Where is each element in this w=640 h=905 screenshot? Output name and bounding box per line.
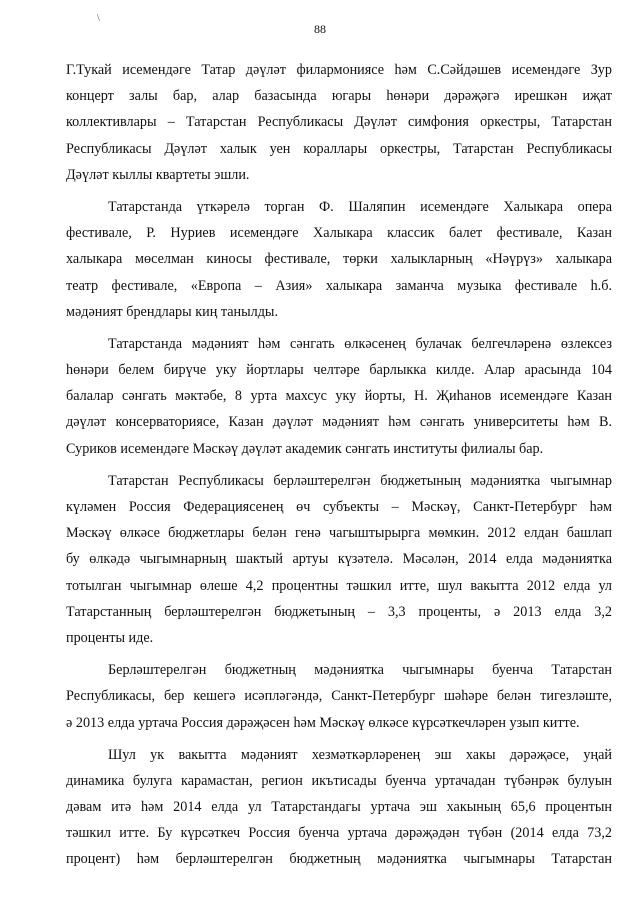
text-line: процент) һәм берләштерелгән бюджетның мәдәниятка чыгымнары Татарстан: [66, 851, 612, 868]
paragraph: [66, 331, 612, 462]
text-line: тотылган чыгымнар өлеше 4,2 процентны тәшкил итте, шул вакытта 2012 елда ул: [66, 577, 612, 594]
text-line: Татарстанда мәдәният һәм сәнгать өлкәсенең булачак белгечләренә өзлексез: [108, 335, 612, 352]
text-line: театр фестивале, «Европа – Азия» халыкара заманча музыка фестивале һ.б.: [66, 277, 612, 294]
text-line: тәшкил итте. Бу күрсәткеч Россия буенча уртача дәрәҗәдән түбән (2014 елда 73,2: [66, 825, 612, 842]
text-line: фестивале, Р. Нуриев исемендәге Халыкара классик балет фестивале, Казан: [66, 225, 612, 242]
text-line: дәвам итә һәм 2014 елда ул Татарстандагы уртача эш хакының 65,6 процентын: [66, 799, 612, 816]
text-line: Татарстанда үткәрелә торган Ф. Шаляпин исемендәге Халыкара опера: [108, 198, 612, 215]
text-line: Мәскәү өлкәсе бюджетлары белән генә чагыштырырга мөмкин. 2012 елдан башлап: [66, 525, 612, 542]
text-line: Г.Тукай исемендәге Татар дәүләт филармониясе һәм С.Сәйдәшев исемендәге Зур: [66, 62, 612, 78]
text-line: һөнәри белем бирүче уку йортлары челтәре барлыкка килде. Алар арасында 104: [66, 362, 612, 379]
paragraph: [66, 657, 612, 736]
text-line: Берләштерелгән бюджетның мәдәниятка чыгымнары буенча Татарстан: [108, 662, 612, 679]
text-line: халыкара мөселман киносы фестивале, төрки халыкларның «Нәүрүз» халыкара: [66, 251, 612, 268]
text-line: Татарстанның берләштерелгән бюджетының – 3,3 проценты, ә 2013 елда 3,2: [66, 603, 612, 620]
text-line: коллективлары – Татарстан Республикасы Дәүләт симфония оркестры, Татарстан: [66, 114, 612, 131]
document-body: [66, 57, 612, 873]
text-line: ә 2013 елда уртача Россия дәрәҗәсен һәм Мәскәү өлкәсе күрсәткечләрен узып китте.: [66, 714, 580, 731]
text-line: дәүләт консерваториясе, Казан дәүләт мәдәният һәм сәнгать университеты һәм В.: [66, 414, 612, 431]
paragraph: [66, 468, 612, 651]
paragraph: [66, 194, 612, 325]
paragraph: [66, 742, 612, 873]
text-line: концерт залы бар, алар базасында югары һөнәри дәрәҗәгә ирешкән иҗат: [66, 88, 612, 105]
text-line: Суриков исемендәге Мәскәү дәүләт академик сәнгать институты филиалы бар.: [66, 440, 544, 457]
text-line: күләмен Россия Федерациясенең өч субъекты – Мәскәү, Санкт-Петербург һәм: [66, 499, 612, 515]
page-number: 88: [314, 22, 326, 36]
text-line: Республикасы Дәүләт халык уен кораллары оркестры, Татарстан Республикасы: [66, 140, 612, 157]
text-line: динамика булуга карамастан, регион икътисады буенча уртачадан түбәнрәк булуын: [66, 772, 612, 789]
text-line: балалар сәнгать мәктәбе, 8 урта махсус уку йорты, Н. Җиһанов исемендәге Казан: [66, 388, 612, 405]
text-line: Шул ук вакытта мәдәният хезмәткәрләренең эш хакы дәрәҗәсе, уңай: [108, 746, 612, 763]
paragraph: [66, 57, 612, 188]
text-line: Республикасы, бер кешегә исәпләгәндә, Санкт-Петербург шәһәре белән тигезләште,: [66, 688, 612, 705]
text-line: мәдәният брендлары киң танылды.: [66, 303, 279, 320]
text-line: Татарстан Республикасы берләштерелгән бюджетының мәдәниятка чыгымнар: [108, 472, 612, 489]
text-line: бу өлкәдә чыгымнарның шактый артуы күзәтелә. Мәсәлән, 2014 елда мәдәниятка: [66, 551, 612, 568]
text-line: Дәүләт кыллы квартеты эшли.: [66, 166, 250, 183]
margin-mark: \: [97, 13, 100, 24]
text-line: проценты иде.: [66, 629, 154, 646]
